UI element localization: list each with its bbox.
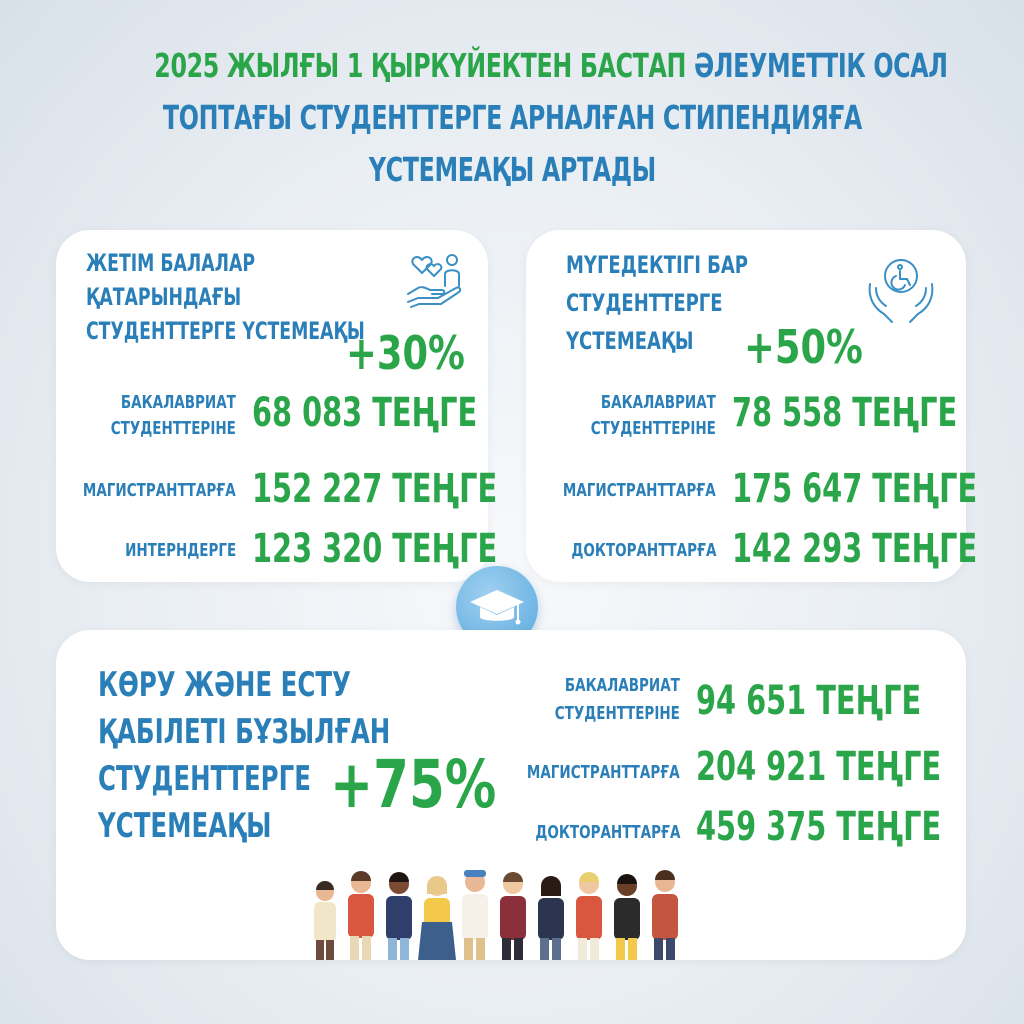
row-label-line: МАГИСТРАНТТАРҒА — [563, 480, 716, 501]
hands-wheelchair-icon — [864, 254, 938, 330]
orphans-row-label — [83, 478, 236, 504]
students-illustration — [300, 852, 760, 960]
student-figure — [418, 876, 456, 960]
row-label-line: ДОКТОРАНТТАРҒА — [534, 822, 680, 843]
row-label-line: МАГИСТРАНТТАРҒА — [83, 480, 236, 501]
disability-card — [526, 230, 978, 582]
disability-row-value: 142 293 ТЕҢГЕ — [732, 526, 978, 572]
title-line1-part1: 2025 ЖЫЛҒЫ 1 ҚЫРКҮЙЕКТЕН БАСТАП — [154, 46, 687, 85]
disability-heading-line: ҮСТЕМЕАҚЫ — [566, 327, 694, 355]
sensory-row-value: 94 651 ТЕҢГЕ — [696, 678, 922, 724]
row-label-line: ИНТЕРНДЕРГЕ — [124, 540, 236, 561]
row-label-line: СТУДЕНТТЕРІНЕ — [590, 418, 716, 439]
title-line3: ҮСТЕМЕАҚЫ АРТАДЫ — [368, 150, 656, 189]
student-figure — [538, 876, 564, 960]
sensory-row-label — [555, 672, 680, 728]
sensory-row-label — [527, 760, 680, 786]
disability-heading-line: МҮГЕДЕКТІГІ БАР — [566, 251, 749, 279]
disability-row-label — [571, 538, 716, 564]
sensory-heading-line: СТУДЕНТТЕРГЕ — [98, 759, 311, 799]
sensory-row-value: 204 921 ТЕҢГЕ — [696, 744, 942, 790]
orphans-percent: +30% — [346, 326, 465, 380]
hand-heart-person-icon — [404, 250, 472, 310]
sensory-percent: +75% — [330, 746, 497, 823]
disability-row-value: 78 558 ТЕҢГЕ — [732, 390, 958, 436]
disability-row-label — [563, 478, 716, 504]
orphans-heading-line: ЖЕТІМ БАЛАЛАР — [86, 249, 256, 277]
orphans-row-value: 123 320 ТЕҢГЕ — [252, 526, 498, 572]
student-figure — [386, 872, 412, 960]
row-label-line: ДОКТОРАНТТАРҒА — [570, 540, 716, 561]
orphans-row-label — [125, 538, 236, 564]
sensory-heading-line: ҮСТЕМЕАҚЫ — [98, 806, 272, 846]
sensory-row-value: 459 375 ТЕҢГЕ — [696, 804, 942, 850]
row-label-line: СТУДЕНТТЕРІНЕ — [554, 703, 680, 724]
student-figure — [462, 870, 488, 960]
disability-heading-line: СТУДЕНТТЕРГЕ — [566, 289, 723, 317]
student-figure — [348, 871, 374, 960]
row-label-line: БАКАЛАВРИАТ — [600, 392, 716, 413]
disability-row-label — [591, 390, 716, 442]
row-label-line: БАКАЛАВРИАТ — [120, 392, 236, 413]
sensory-heading-line: КӨРУ ЖӘНЕ ЕСТУ — [98, 665, 351, 705]
student-figure — [614, 874, 640, 960]
orphans-row-label — [111, 390, 236, 442]
row-label-line: СТУДЕНТТЕРІНЕ — [110, 418, 236, 439]
student-figure — [314, 881, 336, 960]
student-figure — [652, 870, 678, 960]
row-label-line: МАГИСТРАНТТАРҒА — [527, 762, 680, 783]
student-figure — [576, 872, 602, 960]
orphans-heading-line: ҚАТАРЫНДАҒЫ — [86, 283, 242, 311]
sensory-card — [56, 630, 966, 960]
student-figure — [500, 872, 526, 960]
orphans-row-value: 152 227 ТЕҢГЕ — [252, 466, 498, 512]
orphans-row-value: 68 083 ТЕҢГЕ — [252, 390, 478, 436]
title-line2: ТОПТАҒЫ СТУДЕНТТЕРГЕ АРНАЛҒАН СТИПЕНДИЯҒА — [162, 98, 862, 137]
disability-percent: +50% — [744, 320, 863, 374]
page-title — [0, 40, 1024, 196]
orphans-heading-line: СТУДЕНТТЕРГЕ ҮСТЕМЕАҚЫ — [86, 317, 365, 345]
orphans-card — [56, 230, 498, 582]
title-line1-part2: ӘЛЕУМЕТТІК ОСАЛ — [693, 46, 948, 85]
disability-row-value: 175 647 ТЕҢГЕ — [732, 466, 978, 512]
sensory-heading-line: ҚАБІЛЕТІ БҰЗЫЛҒАН — [98, 712, 391, 752]
sensory-row-label — [535, 820, 680, 846]
row-label-line: БАКАЛАВРИАТ — [564, 675, 680, 696]
